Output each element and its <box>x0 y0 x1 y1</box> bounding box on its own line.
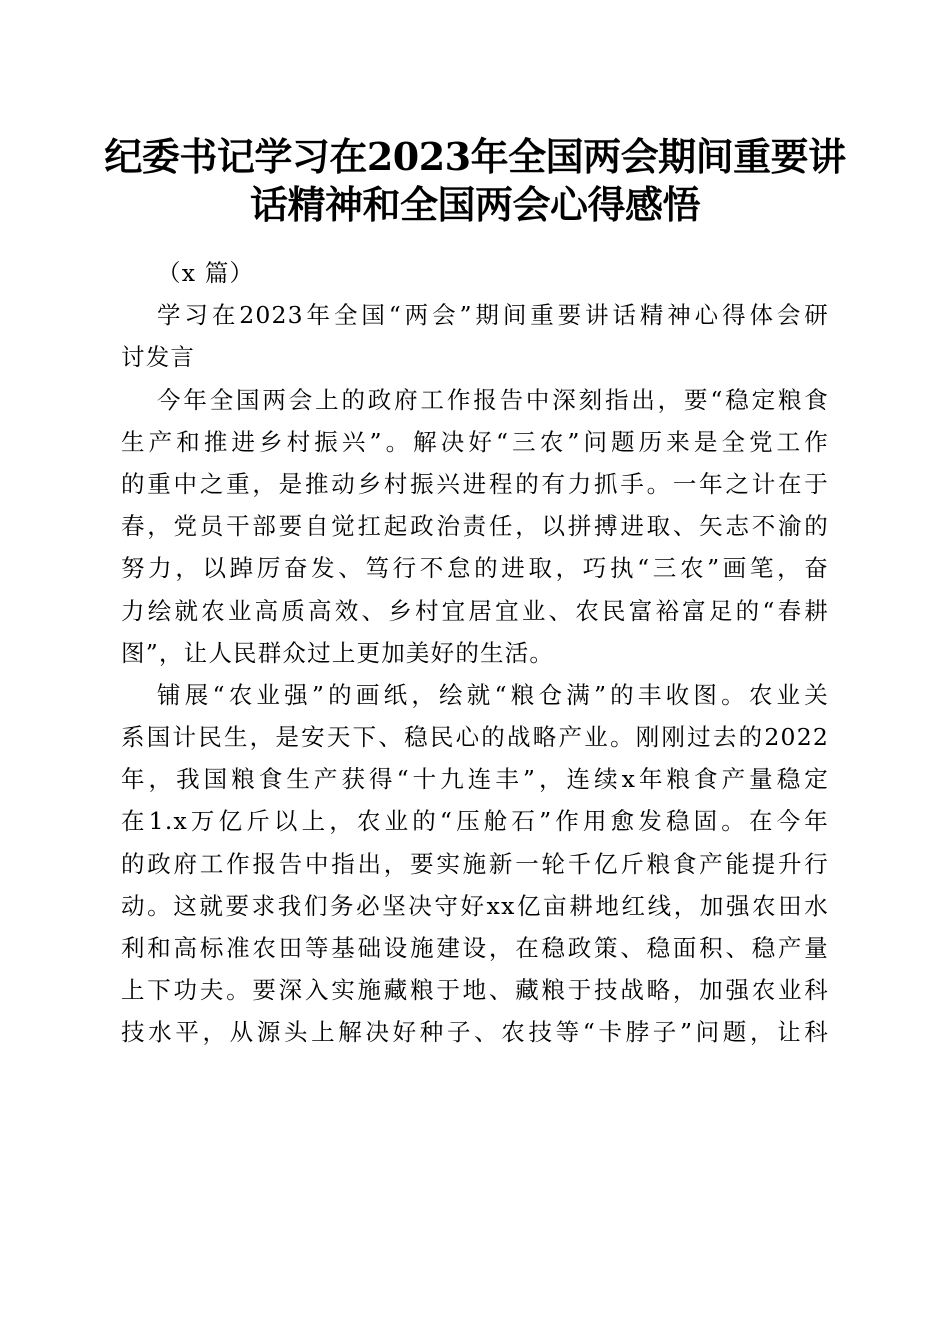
text-line: 的重中之重，是推动乡村振兴进程的有力抓手。一年之计在于 <box>121 469 829 498</box>
title-line: 话精神和全国两会心得感悟 <box>249 182 700 227</box>
section-heading <box>121 294 829 378</box>
text-line: 在1.x万亿斤以上，农业的“压舱石”作用愈发稳固。在今年 <box>121 807 829 836</box>
text-line: 年，我国粮食生产获得“十九连丰”，连续x年粮食产量稳定 <box>121 765 829 794</box>
text-line: 讨发言 <box>121 343 196 372</box>
text-line: 图”，让人民群众过上更加美好的生活。 <box>121 638 555 667</box>
text-line: 春，党员干部要自觉扛起政治责任，以拼搏进取、矢志不渝的 <box>121 512 829 541</box>
text-line: 动。这就要求我们务必坚决守好xx亿亩耕地红线，加强农田水 <box>121 891 829 920</box>
paragraph <box>121 379 829 674</box>
document-title <box>100 133 850 229</box>
text-line: 今年全国两会上的政府工作报告中深刻指出，要“稳定粮食 <box>157 385 829 414</box>
text-line: 技水平，从源头上解决好种子、农技等“卡脖子”问题，让科 <box>121 1018 829 1047</box>
text-line: 利和高标准农田等基础设施建设，在稳政策、稳面积、稳产量 <box>121 934 829 962</box>
text-line: 努力，以踔厉奋发、笃行不怠的进取，巧执“三农”画笔，奋 <box>121 554 829 583</box>
text-line: 力绘就农业高质高效、乡村宜居宜业、农民富裕富足的“春耕 <box>121 596 829 625</box>
text-line: （x 篇） <box>157 259 255 287</box>
document-body <box>121 252 829 1054</box>
text-line: 系国计民生，是安天下、稳民心的战略产业。刚刚过去的2022 <box>121 723 829 752</box>
text-line: 生产和推进乡村振兴”。解决好“三农”问题历来是全党工作 <box>121 427 829 456</box>
title-line: 纪委书记学习在2023年全国两会期间重要讲 <box>104 134 846 179</box>
article-count-note <box>121 252 829 294</box>
paragraph <box>121 674 829 1054</box>
text-line: 的政府工作报告中指出，要实施新一轮千亿斤粮食产能提升行 <box>121 849 829 878</box>
text-line: 上下功夫。要深入实施藏粮于地、藏粮于技战略，加强农业科 <box>121 976 829 1005</box>
text-line: 铺展“农业强”的画纸，绘就“粮仓满”的丰收图。农业关 <box>157 680 829 709</box>
text-line: 学习在2023年全国“两会”期间重要讲话精神心得体会研 <box>157 301 829 330</box>
